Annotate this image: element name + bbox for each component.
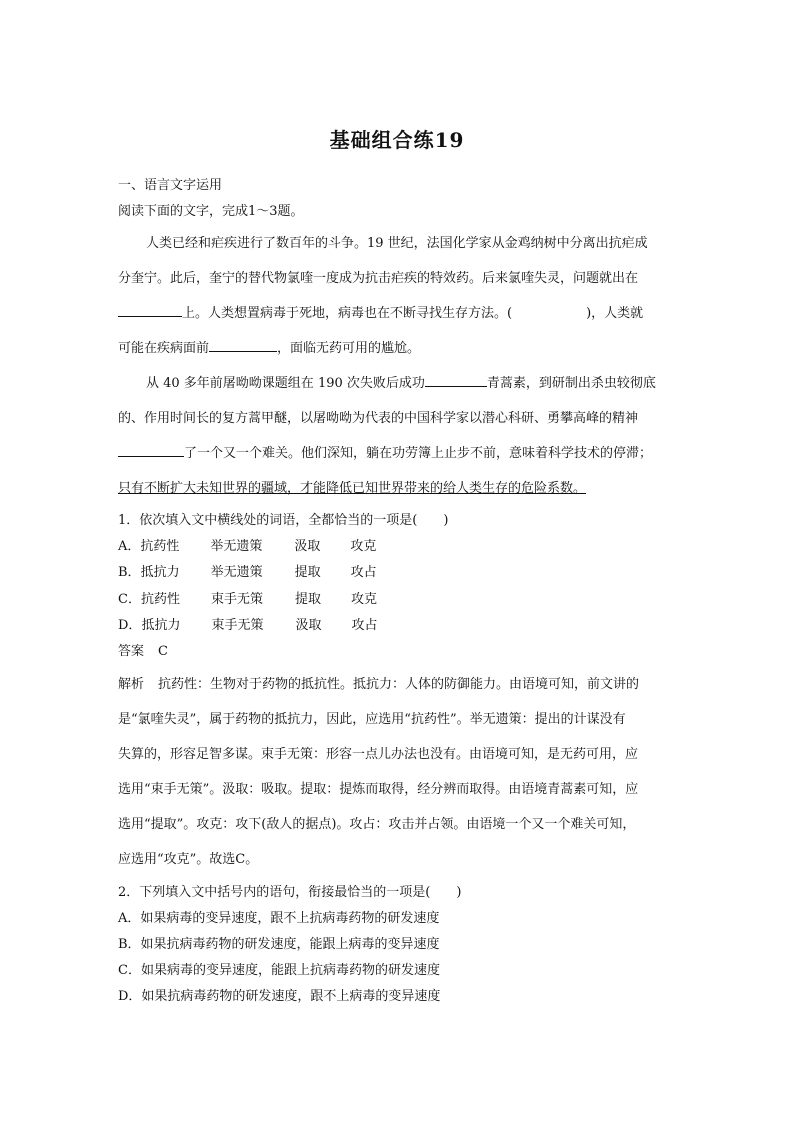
q1-explanation-line6: 应选用“攻克”。故选C。 — [118, 852, 259, 867]
q1-option: B．抵抗力 举无遗策 提取 攻占 — [118, 565, 377, 580]
passage-p2-line2: 的、作用时间长的复方蒿甲醚，以屠呦呦为代表的中国科学家以潜心科研、勇攀高峰的精神 — [118, 411, 639, 426]
q1-stem: 1．依次填入文中横线处的词语，全都恰当的一项是( ) — [118, 513, 449, 528]
passage-p2-line4-underlined: 只有不断扩大未知世界的疆域，才能降低已知世界带来的给人类生存的危险系数。 — [118, 481, 587, 496]
passage-p1-line2: 分奎宁。此后，奎宁的替代物氯喹一度成为抗击疟疾的特效药。后来氯喹失灵，问题就出在 — [118, 271, 639, 286]
q2-stem: 2．下列填入文中括号内的语句，衔接最恰当的一项是( ) — [118, 885, 462, 900]
q1-answer: 答案 C — [118, 644, 168, 659]
fill-blank-2 — [209, 339, 277, 352]
q1-explanation-line1: 解析 抗药性：生物对于药物的抵抗性。抵抗力：人体的防御能力。由语境可知，前文讲的 — [118, 677, 640, 692]
page-title: 基础组合练19 — [329, 128, 465, 152]
passage-p1-line3: 上。人类想置病毒于死地，病毒也在不断寻找生存方法。( )，人类就 — [118, 302, 678, 321]
q1-option: C．抗药性 束手无策 提取 攻克 — [118, 592, 377, 607]
q2-option: C．如果病毒的变异速度，能跟上抗病毒药物的研发速度 — [118, 963, 440, 978]
q1-explanation-line2: 是“氯喹失灵”，属于药物的抵抗力，因此，应选用“抗药性”。举无遗策：提出的计谋没有 — [118, 712, 626, 727]
q1-explanation-line4: 选用“束手无策”。汲取：吸取。提取：提炼而取得，经分辨而取得。由语境青蒿素可知，应 — [118, 782, 639, 797]
q1-option: D．抵抗力 束手无策 汲取 攻占 — [118, 618, 378, 633]
fill-blank-3 — [425, 374, 487, 387]
section-heading: 一、语言文字运用 — [118, 178, 223, 193]
q1-explanation-line5: 选用“提取”。攻克：攻下(敌人的据点)。攻占：攻击并占领。由语境一个又一个难关可知， — [118, 817, 636, 832]
instruction-text: 阅读下面的文字，完成1～3题。 — [118, 204, 304, 219]
passage-p2-line1: 从 40 多年前屠呦呦课题组在 190 次失败后成功 青蒿素，到研制出杀虫较彻底 — [146, 376, 656, 391]
q2-option: A．如果病毒的变异速度，跟不上抗病毒药物的研发速度 — [118, 911, 440, 926]
q2-option: B．如果抗病毒药物的研发速度，能跟上病毒的变异速度 — [118, 937, 440, 952]
q1-explanation-line3: 失算的，形容足智多谋。束手无策：形容一点儿办法也没有。由语境可知，是无药可用，应 — [118, 747, 639, 762]
fill-blank-4 — [118, 444, 184, 457]
passage-p1-line1: 人类已经和疟疾进行了数百年的斗争。19 世纪，法国化学家从金鸡纳树中分离出抗疟成 — [146, 236, 648, 251]
q2-option: D．如果抗病毒药物的研发速度，跟不上病毒的变异速度 — [118, 989, 441, 1004]
passage-p2-line3: 了一个又一个难关。他们深知，躺在功劳簿上止步不前，意味着科学技术的停滞； — [118, 442, 678, 461]
fill-blank-1 — [118, 304, 182, 317]
q1-option: A．抗药性 举无遗策 汲取 攻克 — [118, 539, 377, 554]
passage-p1-line4: 可能在疾病面前 ，面临无药可用的尴尬。 — [118, 341, 421, 356]
